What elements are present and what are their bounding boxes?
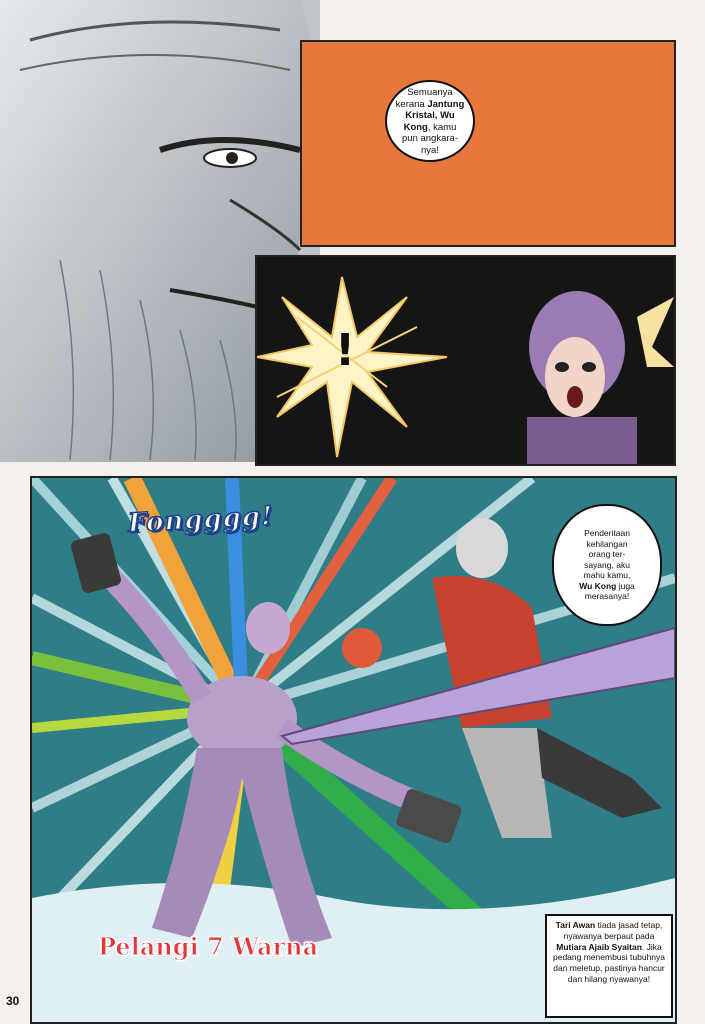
caption-text: dan hilang nyawanya! bbox=[567, 973, 651, 984]
caption-text: pedang menembusi tubuhnya bbox=[553, 952, 665, 963]
speech-text: sayang, aku bbox=[584, 559, 630, 570]
speech-text: nya! bbox=[421, 144, 439, 156]
caption-text: nyawanya berpaut pada bbox=[563, 930, 655, 941]
speech-bubble-elder bbox=[385, 80, 475, 162]
speech-text: kerana bbox=[395, 98, 428, 110]
speech-text: , kamu bbox=[427, 121, 457, 133]
technique-title: Pelangi 7 Warna bbox=[98, 932, 319, 961]
speech-text: orang ter- bbox=[588, 549, 626, 559]
speech-text-bold: Jantung bbox=[427, 98, 465, 110]
speech-text-bold: Kong bbox=[403, 121, 428, 133]
exclamation-mark: ! bbox=[335, 325, 356, 376]
flash-art bbox=[257, 257, 674, 464]
caption-text-bold: Tari Awan bbox=[555, 920, 596, 930]
caption-text-bold: Mutiara Ajaib Syaitan bbox=[556, 941, 642, 952]
panel-orange bbox=[300, 40, 676, 247]
speech-text: merasanya! bbox=[584, 591, 630, 601]
speech-text: Semuanya bbox=[407, 87, 453, 98]
speech-text: pun angkara- bbox=[402, 133, 458, 144]
speech-bubble-attacker bbox=[552, 504, 662, 626]
speech-text: Penderitaan bbox=[584, 528, 630, 538]
caption-text: tiada jasad tetap, bbox=[595, 920, 663, 930]
speech-text: mahu kamu, bbox=[583, 570, 631, 580]
speech-text: kehilangan bbox=[586, 538, 628, 549]
caption-box bbox=[545, 914, 673, 1018]
caption-text: dan meletup, pastinya hancur bbox=[553, 963, 665, 974]
speech-text-bold: Wu Kong bbox=[579, 580, 617, 591]
speech-text: juga bbox=[616, 580, 635, 591]
sound-effect-fong: Fongggg! bbox=[127, 501, 275, 539]
caption-text: . Jika bbox=[641, 941, 662, 952]
speech-text-bold: Kristal, Wu bbox=[405, 110, 455, 121]
page-number: 30 bbox=[6, 994, 20, 1008]
panel-flash bbox=[255, 255, 676, 466]
